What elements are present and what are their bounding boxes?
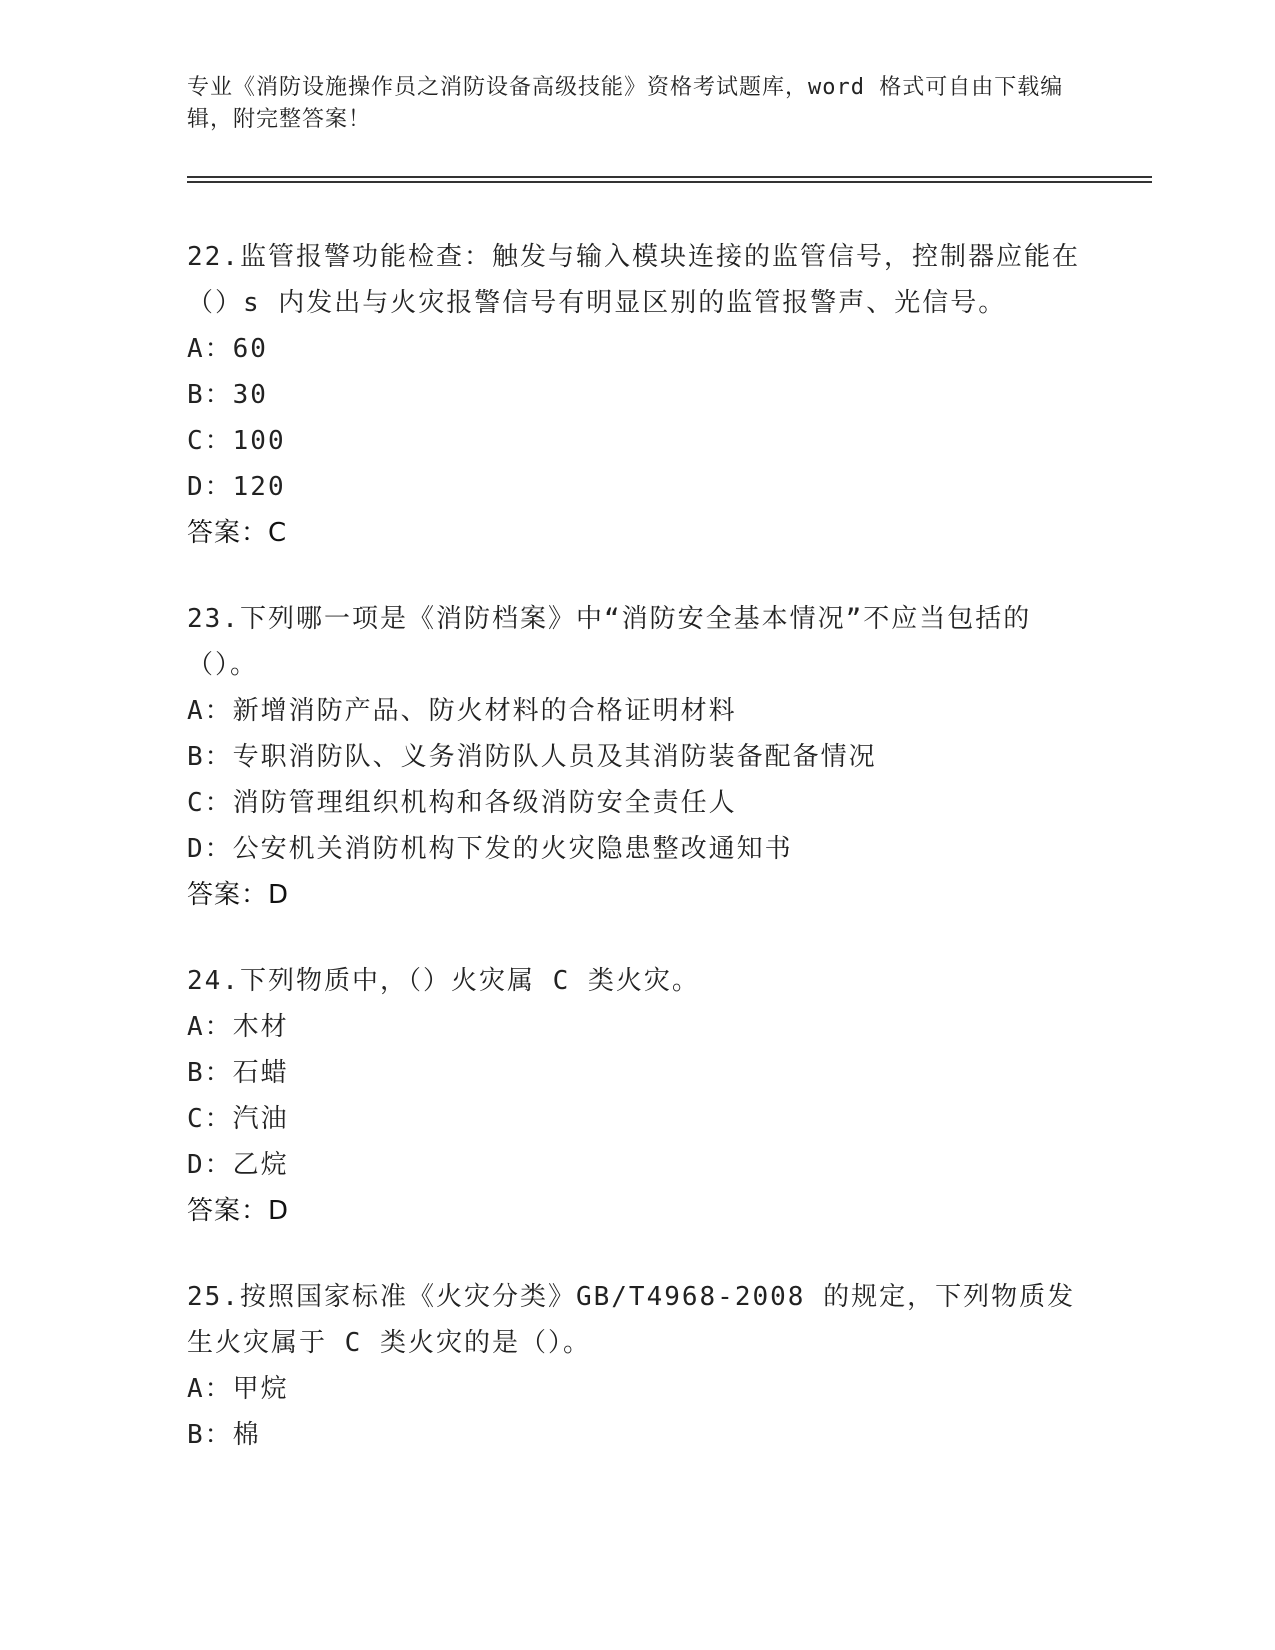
option-a: A：木材: [187, 1012, 289, 1042]
question-stem: 23.下列哪一项是《消防档案》中“消防安全基本情况”不应当包括的（）。: [187, 604, 1032, 680]
question-stem: 25.按照国家标准《火灾分类》GB/T4968-2008 的规定，下列物质发生火灾属于 C 类火灾的是（）。: [187, 1282, 1076, 1358]
question-stem: 24.下列物质中，（）火灾属 C 类火灾。: [187, 966, 700, 996]
header-divider-bottom: [187, 181, 1152, 183]
option-d: D：乙烷: [187, 1150, 289, 1180]
option-c: C：消防管理组织机构和各级消防安全责任人: [187, 788, 737, 818]
answer-label: 答案：D: [187, 880, 290, 910]
answer-label: 答案：D: [187, 1196, 290, 1226]
option-c: C：100: [187, 426, 286, 456]
question-stem: 22.监管报警功能检查：触发与输入模块连接的监管信号，控制器应能在（）s 内发出与火灾报警信号有明显区别的监管报警声、光信号。: [187, 242, 1080, 318]
option-d: D：120: [187, 472, 286, 502]
header-divider-top: [187, 176, 1152, 178]
option-b: B：棉: [187, 1420, 261, 1450]
option-b: B：30: [187, 380, 268, 410]
option-b: B：专职消防队、义务消防队人员及其消防装备配备情况: [187, 742, 877, 772]
document-header: 专业《消防设施操作员之消防设备高级技能》资格考试题库，word 格式可自由下载编辑，附完整答案！: [187, 75, 1064, 132]
answer-label: 答案：C: [187, 518, 288, 548]
option-a: A：60: [187, 334, 268, 364]
option-b: B：石蜡: [187, 1058, 289, 1088]
question-22: [187, 234, 1087, 556]
option-a: A：甲烷: [187, 1374, 289, 1404]
option-a: A：新增消防产品、防火材料的合格证明材料: [187, 696, 737, 726]
option-d: D：公安机关消防机构下发的火灾隐患整改通知书: [187, 834, 793, 864]
question-23: [187, 596, 1087, 918]
question-24: [187, 958, 1087, 1234]
option-c: C：汽油: [187, 1104, 289, 1134]
question-25: [187, 1274, 1087, 1458]
question-list: [187, 234, 1087, 1498]
